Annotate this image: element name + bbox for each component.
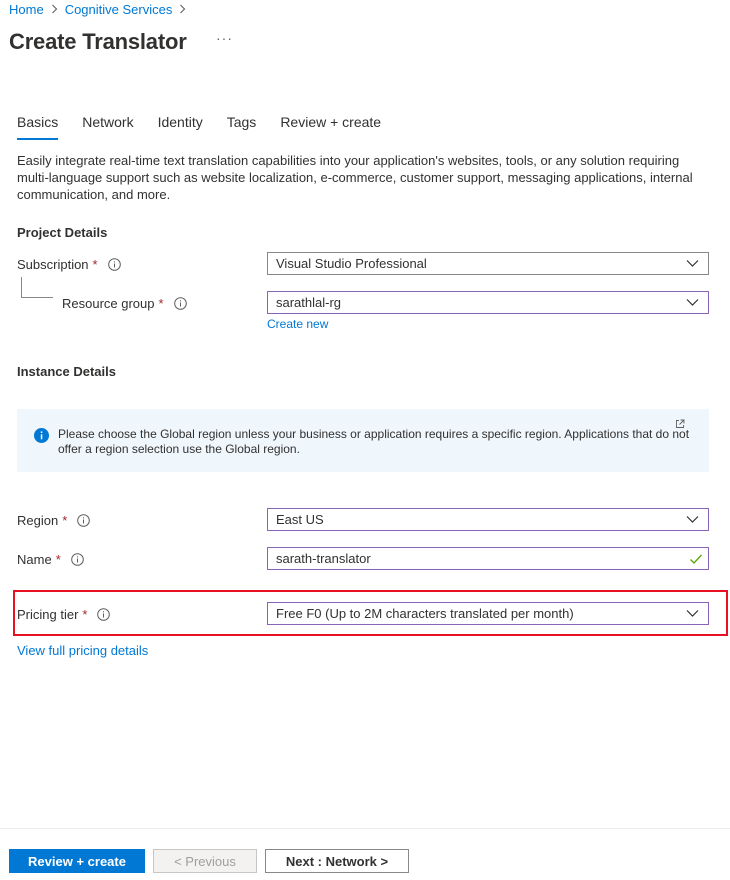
subscription-value: Visual Studio Professional [276,256,427,271]
project-details-heading: Project Details [17,225,108,240]
page-description: Easily integrate real-time text translation capabilities into your application's websites, tools, or any solution requiring multi-language support such as website localization, e-commerce, customer support, messaging applications, internal communication, and more. [17,153,693,202]
info-circle-filled-icon [34,428,49,443]
resource-group-label [62,293,187,313]
required-marker: * [92,256,98,272]
chevron-down-icon [686,259,699,268]
footer-divider [0,828,730,829]
chevron-right-icon [179,4,186,14]
required-marker: * [55,551,61,567]
breadcrumb-cognitive-services-link[interactable]: Cognitive Services [64,1,173,17]
tab-tags[interactable]: Tags [226,114,257,130]
resource-group-select[interactable] [267,291,709,314]
region-info-banner [17,409,709,472]
checkmark-icon [689,553,703,565]
region-info-message: Please choose the Global region unless your business or application requires a specific region. Applications that do not offer a region selection use the Global region. [58,427,690,456]
breadcrumb [9,1,193,17]
page-title: Create Translator [9,29,187,54]
subscription-label-text: Subscription [17,256,89,272]
region-label-text: Region [17,512,59,528]
name-value: sarath-translator [276,551,371,566]
tab-basics[interactable]: Basics [17,114,58,140]
pricing-tier-select[interactable] [267,602,709,625]
info-icon[interactable] [97,608,110,621]
tab-identity[interactable]: Identity [157,114,203,130]
chevron-down-icon [686,515,699,524]
resource-group-value: sarathlal-rg [276,295,342,310]
subscription-label [17,254,121,274]
subscription-select[interactable] [267,252,709,275]
tree-connector [21,277,22,297]
chevron-down-icon [686,298,699,307]
info-icon[interactable] [77,514,90,527]
pricing-tier-label-text: Pricing tier [17,606,79,622]
name-input[interactable] [267,547,709,570]
name-label-text: Name [17,551,52,567]
region-value: East US [276,512,324,527]
region-select[interactable] [267,508,709,531]
tab-bar [17,114,405,140]
region-label [17,510,90,530]
info-icon[interactable] [174,297,187,310]
pricing-tier-label [17,604,110,624]
previous-button[interactable]: < Previous [153,849,257,873]
info-icon[interactable] [71,553,84,566]
create-new-resource-group-link[interactable]: Create new [267,317,329,331]
tab-review-create[interactable]: Review + create [280,114,382,130]
chevron-right-icon [51,4,58,14]
breadcrumb-home-link[interactable]: Home [9,1,44,17]
instance-details-heading: Instance Details [17,364,116,379]
review-create-button[interactable]: Review + create [9,849,145,873]
resource-group-label-text: Resource group [62,295,155,311]
required-marker: * [62,512,68,528]
external-link-icon[interactable] [675,419,685,429]
more-options-button[interactable]: ··· [216,30,233,46]
view-pricing-details-link[interactable]: View full pricing details [17,643,149,658]
info-icon[interactable] [108,258,121,271]
tree-connector [21,297,53,298]
tab-network[interactable]: Network [82,114,134,130]
required-marker: * [158,295,164,311]
required-marker: * [82,606,88,622]
chevron-down-icon [686,609,699,618]
pricing-tier-value: Free F0 (Up to 2M characters translated per month) [276,606,574,621]
next-network-button[interactable]: Next : Network > [265,849,409,873]
name-label [17,549,84,569]
